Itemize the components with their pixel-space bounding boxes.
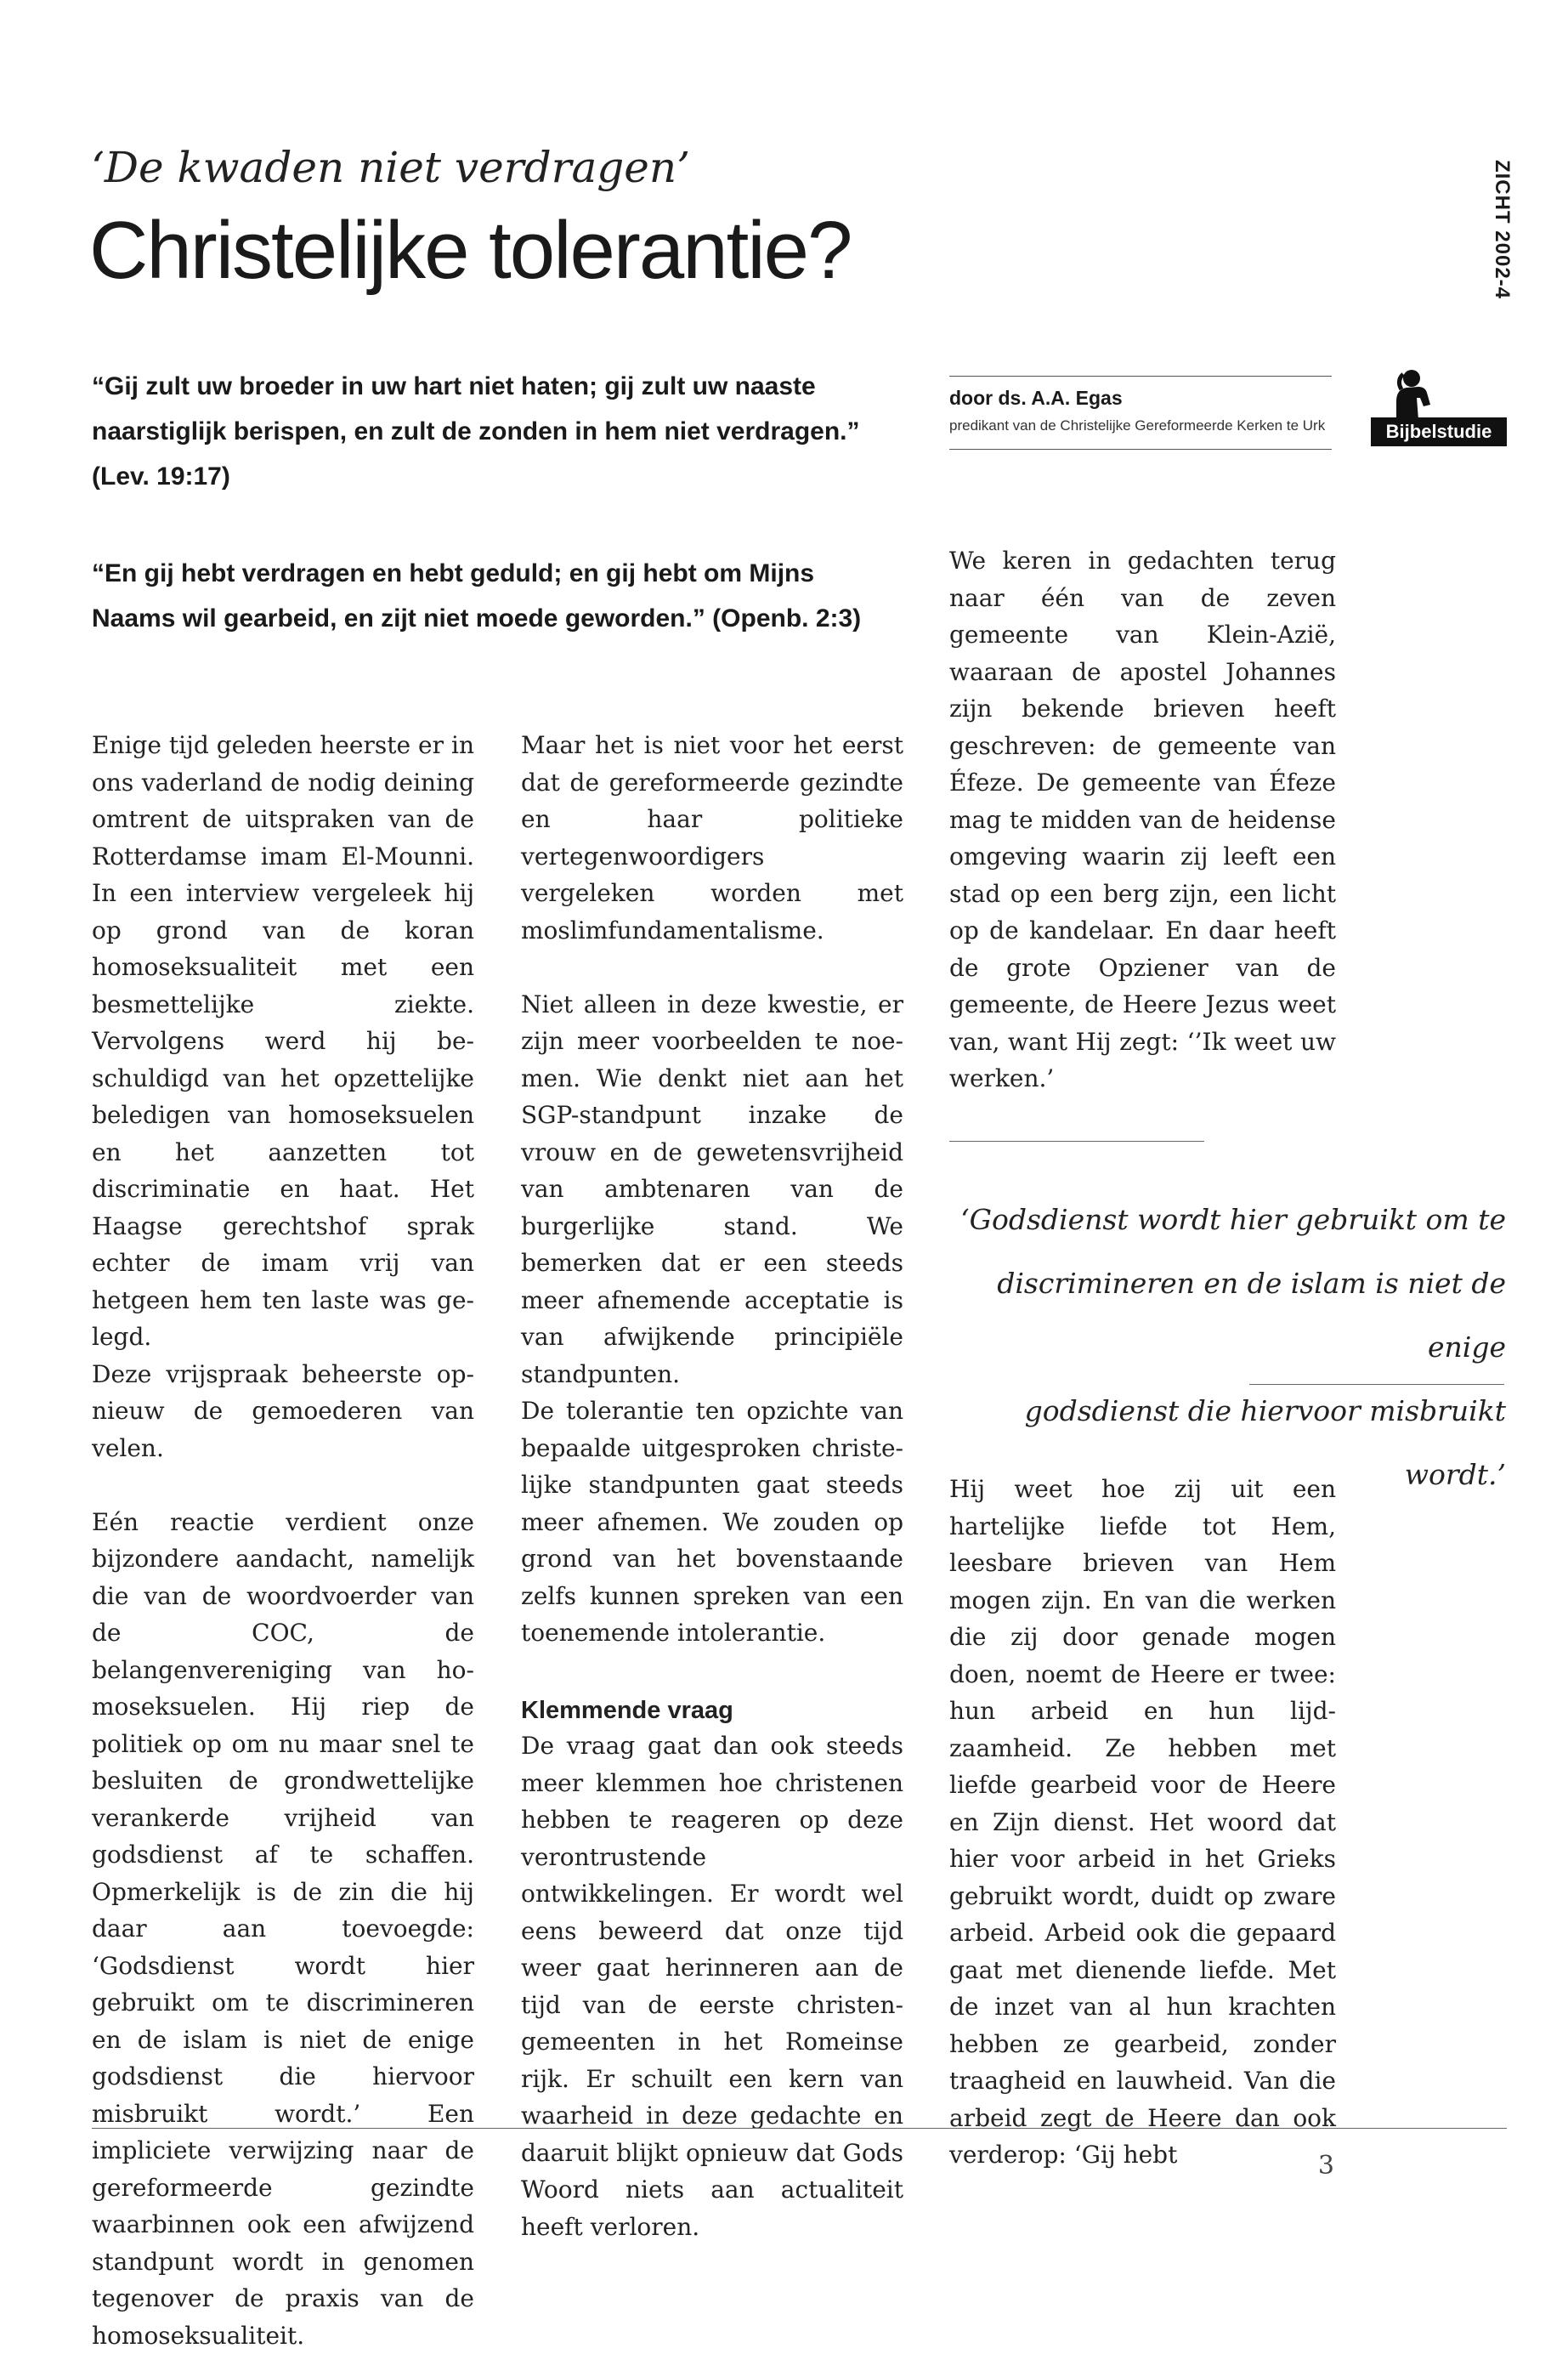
praying-figure-icon xyxy=(1371,364,1507,420)
pull-quote-divider-bottom xyxy=(1249,1384,1504,1385)
author-role: predikant van de Christelijke Gereformeerde Kerken te Urk xyxy=(949,417,1325,434)
paragraph: Deze vrijspraak beheerste opnieuw de gemoederen van velen. xyxy=(92,1356,474,1467)
page-number: 3 xyxy=(1309,2151,1334,2181)
paragraph: Niet alleen in deze kwestie, er zijn meer voorbeelden te noemen. Wie denkt niet aan het SGP-standpunt inzake de vrouw en de gewetensvrijheid van ambtenaren van de burgerlijke stand. We bemerken dat er een steeds meer afnemende acceptatie is van afwijkende principiële standpunten. xyxy=(521,986,903,1393)
author-byline xyxy=(949,376,1332,450)
paragraph: Hij weet hoe zij uit een hartelijke liefde tot Hem, leesbare brieven van Hem mogen zijn. En van die werken die zij door genade mogen doen, noemt de Heere er twee: hun arbeid en hun lijdzaamheid. Ze hebben met liefde gearbeid voor de Heere en Zijn dienst. Het woord dat hier voor arbeid in het Grieks gebruikt wordt, duidt op zware arbeid. Arbeid ook die gepaard gaat met dienende liefde. Met de inzet van al hun krachten hebben ze gearbeid, zonder traagheid en lauwheid. Van die arbeid zegt de Heere dan ook verderop: ‘Gij hebt xyxy=(949,1471,1336,2174)
footer-divider xyxy=(92,2128,1507,2129)
article-column-3-bottom xyxy=(949,1471,1336,2174)
pull-quote-line: discrimineren en de islam is niet de enige xyxy=(949,1251,1506,1379)
pull-quote-line: godsdienst die hiervoor misbruikt wordt.’ xyxy=(949,1379,1506,1506)
epigraph-line: “Gij zult uw broeder in uw hart niet haten; gij zult uw naaste xyxy=(92,364,908,409)
pull-quote-divider-top xyxy=(949,1141,1204,1142)
paragraph: Enige tijd geleden heerste er in ons vaderland de nodig deining omtrent de uitspraken van de Rotterdamse imam El-Mounni. In een interview vergeleek hij op grond van de koran homoseksualiteit met een besmettelijke ziekte. Vervolgens werd hij beschuldigd van het opzettelijke beledigen van homoseksuelen en het aanzetten tot discriminatie en haat. Het Haagse gerechtshof sprak echter de imam vrij van hetgeen hem ten laste was gelegd. xyxy=(92,727,474,1356)
article-column-3-top xyxy=(949,542,1336,1098)
paragraph: De tolerantie ten opzichte van bepaalde uitgesproken christelijke standpunten gaat steeds meer afnemen. We zouden op grond van het bovenstaande zelfs kunnen spreken van een toenemende intolerantie. xyxy=(521,1393,903,1652)
article-title: Christelijke tolerantie? xyxy=(89,204,851,298)
article-subtitle: ‘De kwaden niet verdragen’ xyxy=(91,143,690,192)
article-column-1 xyxy=(92,727,474,2354)
epigraph-line: “En gij hebt verdragen en hebt geduld; en gij hebt om Mijns xyxy=(92,551,908,596)
paragraph: We keren in gedachten terug naar één van de zeven gemeente van Klein-Azië, waaraan de apostel Johannes zijn bekende brieven heeft geschreven: de gemeente van Éfeze. De gemeente van Éfeze mag te midden van de heidense omgeving waarin zij leeft een stad op een berg zijn, een licht op de kandelaar. En daar heeft de grote Opziener van de gemeente, de Heere Jezus weet van, want Hij zegt: ‘’Ik weet uw werken.’ xyxy=(949,542,1336,1098)
paragraph: Eén reactie verdient onze bijzondere aandacht, namelijk die van de woordvoerder van de COC, de belangenvereniging van homoseksuelen. Hij riep de politiek op om nu maar snel te besluiten de grondwettelijke verankerde vrijheid van godsdienst af te schaffen. Opmerkelijk is de zin die hij daar aan toevoegde: ‘Godsdienst wordt hier gebruikt om te discrimineren en de islam is niet de enige godsdienst die hiervoor misbruikt wordt.’ Een impliciete verwijzing naar de gereformeerde gezindte waarbinnen ook een afwijzend standpunt wordt in genomen tegenover de praxis van de homoseksualiteit. xyxy=(92,1504,474,2354)
paragraph: De vraag gaat dan ook steeds meer klemmen hoe christenen hebben te reageren op deze verontrustende ontwikkelingen. Er wordt wel eens beweerd dat onze tijd weer gaat herinneren aan de tijd van de eerste christengemeenten in het Romeinse rijk. Er schuilt een kern van waarheid in deze gedachte en daaruit blijkt opnieuw dat Gods Woord niets aan actualiteit heeft verloren. xyxy=(521,1727,903,2245)
article-column-2 xyxy=(521,727,903,2245)
section-badge-label: Bijbelstudie xyxy=(1371,417,1507,446)
pull-quote xyxy=(949,1188,1506,1506)
section-subheading: Klemmende vraag xyxy=(521,1693,903,1727)
pull-quote-line: ‘Godsdienst wordt hier gebruikt om te xyxy=(949,1188,1506,1251)
epigraph-line: naarstiglijk berispen, en zult de zonden in hem niet verdragen.” xyxy=(92,409,908,454)
paragraph: Maar het is niet voor het eerst dat de gereformeerde gezindte en haar politieke vertegenwoordigers vergeleken worden met moslimfundamentalisme. xyxy=(521,727,903,949)
section-badge xyxy=(1371,364,1507,449)
magazine-issue-label xyxy=(1476,153,1527,306)
epigraph-line: Naams wil gearbeid, en zijt niet moede geworden.” (Openb. 2:3) xyxy=(92,596,908,641)
epigraph-revelation xyxy=(92,551,908,641)
epigraph-leviticus xyxy=(92,364,908,499)
epigraph-line: (Lev. 19:17) xyxy=(92,454,908,499)
author-name: door ds. A.A. Egas xyxy=(949,387,1123,410)
magazine-issue-text: ZICHT 2002-4 xyxy=(1490,160,1514,299)
